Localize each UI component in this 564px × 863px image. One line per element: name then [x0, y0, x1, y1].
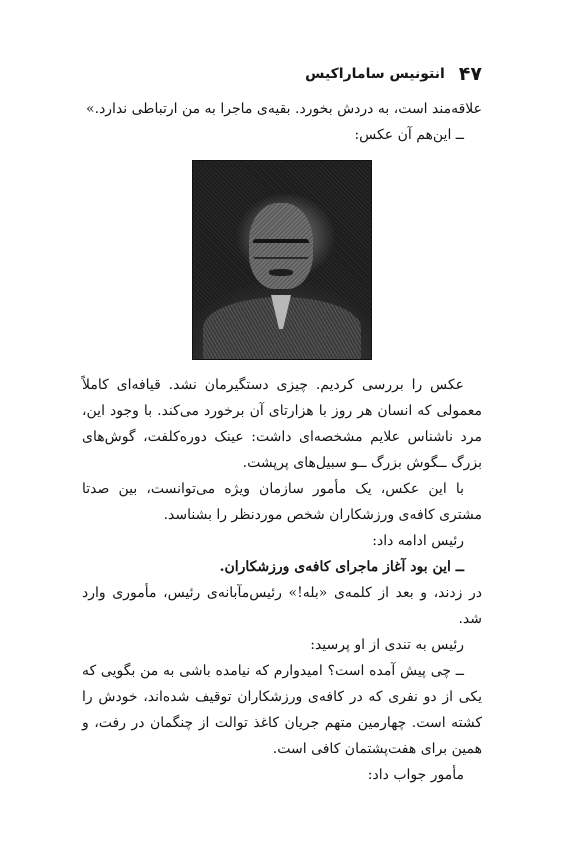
paragraph: مأمور جواب داد:: [367, 767, 464, 783]
paragraph: علاقه‌مند است، به دردش بخورد. بقیه‌ی ماجرا به من ارتباطی ندارد.»: [86, 101, 482, 117]
paragraph: ــ چی پیش آمده است؟ امیدوارم که نیامده باشی به من بگویی که یکی از دو نفری که در کافه‌ی ورزشکاران توقیف شده‌اند، خودش را کشته است. چهارمین متهم جریان کاغذ توالت از چنگمان در رفت، و همین برای هفت‌پشتمان کافی است.: [82, 663, 482, 757]
paragraph: ــ این بود آغاز ماجرای کافه‌ی ورزشکاران.: [219, 559, 464, 575]
paragraph: رئیس ادامه داد:: [372, 533, 464, 549]
page-header: [90, 62, 482, 86]
paragraph: ــ این‌هم آن عکس:: [354, 127, 464, 143]
text-block-main: [82, 372, 482, 788]
running-title: انتونیس ساماراکیس: [305, 66, 445, 82]
page-number: ۴۷: [458, 63, 482, 85]
photo-mustache: [269, 269, 293, 276]
paragraph: با این عکس، یک مأمور سازمان ویژه می‌توانست، بین صدتا مشتری کافه‌ی ورزشکاران شخص موردنظر را بشناسد.: [82, 481, 482, 523]
paragraph: عکس را بررسی کردیم. چیزی دستگیرمان نشد. قیافه‌ای کاملاً معمولی که انسان هر روز با هزارتای آن برخورد می‌کند. با وجود این، مرد ناشناس علایم مشخصه‌ای داشت: عینک دوره‌کلفت، گوش‌های بزرگ ــگوش بزرگ ــو سبیل‌های پرپشت.: [82, 377, 482, 471]
photo-glasses: [253, 239, 309, 259]
text-block-top: [82, 96, 482, 148]
portrait-photo-icon: [192, 160, 372, 360]
paragraph: در زدند، و بعد از کلمه‌ی «بله!» رئیس‌مآبانه‌ی رئیس، مأموری وارد شد.: [82, 585, 482, 627]
paragraph: رئیس به تندی از او پرسید:: [310, 637, 464, 653]
